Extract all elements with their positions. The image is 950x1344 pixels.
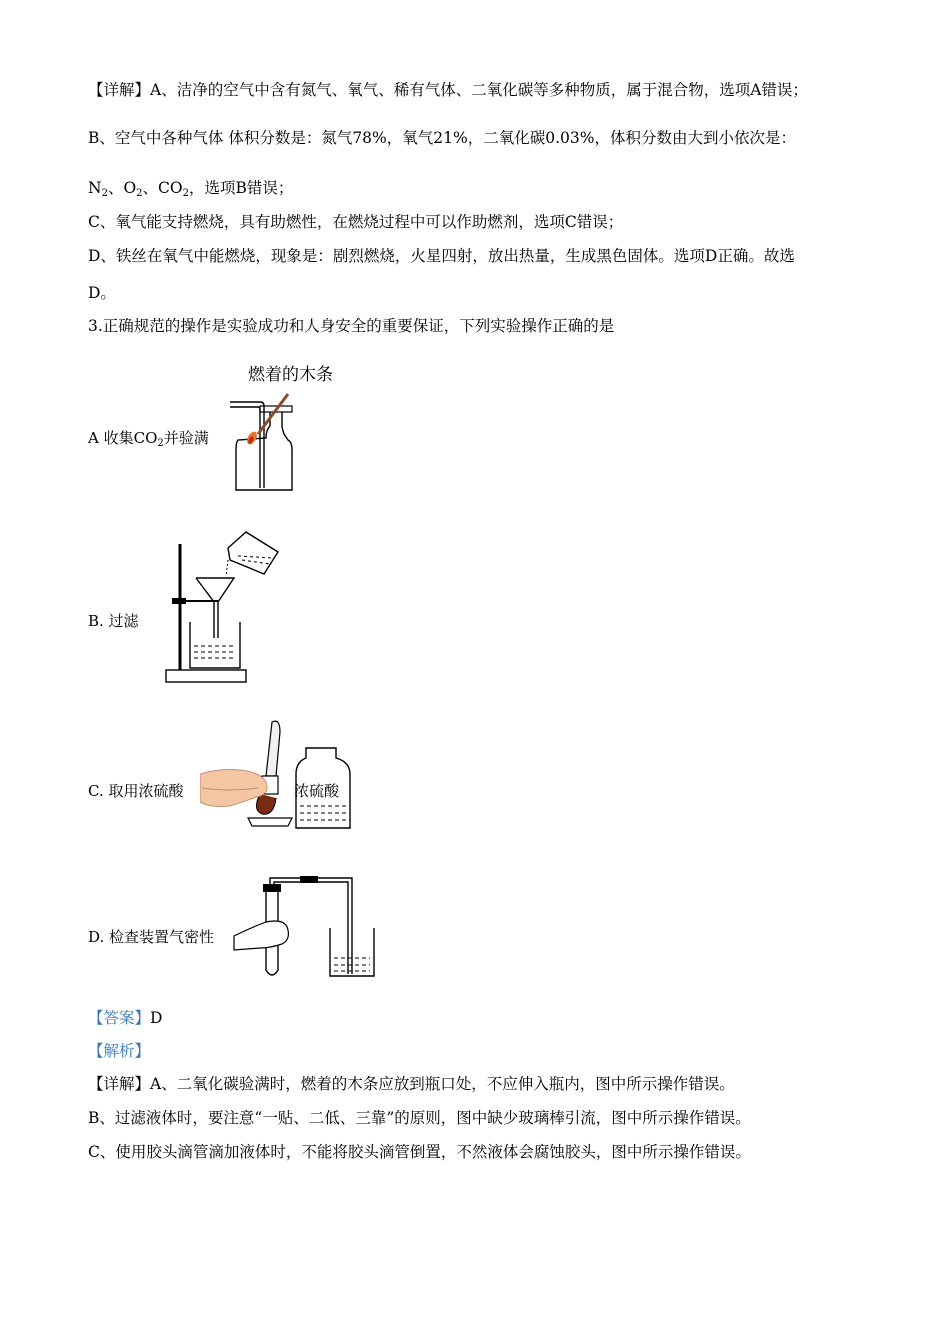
answer-line [88,1008,162,1028]
detail-tag: 【详解】 [88,81,151,99]
acid-bottle-label: 浓硫酸 [294,782,340,800]
paragraph-b-continued: $N_2$、$O_2$、$CO_2$，选项B错误； [88,179,294,199]
paragraph-d-continued: D。 [88,284,116,302]
airtightness-apparatus-icon [230,870,380,985]
question-3: 3.正确规范的操作是实验成功和人身安全的重要保证，下列实验操作正确的是 [88,317,615,335]
option-a: A 收集$CO_2$并验满 [88,429,209,449]
figure-a [230,358,350,498]
filtration-apparatus-icon [160,530,290,690]
figure-d [230,870,380,985]
option-d: D. 检查装置气密性 [88,928,215,946]
detail-text: A、洁净的空气中含有氮气、氧气、稀有气体、二氧化碳等多种物质，属于混合物，选项A错误； [150,81,808,99]
figure-c [200,718,360,838]
figure-b [160,530,290,690]
detail-line-b: B、过滤液体时，要注意“一贴、二低、三靠”的原则，图中缺少玻璃棒引流，图中所示操作错误。 [88,1109,751,1127]
detail-line-a: 【详解】A、二氧化碳验满时，燃着的木条应放到瓶口处，不应伸入瓶内，图中所示操作错误。 [88,1075,735,1093]
dropper-hand-icon [200,718,360,838]
gas-bottle-icon [230,358,350,498]
answer-tag: 【答案】 [88,1009,151,1027]
option-b: B. 过滤 [88,612,139,630]
answer-value: D [150,1009,163,1027]
analysis-tag: 【解析】 [88,1042,151,1060]
figure-a-caption: 燃着的木条 [248,365,333,385]
paragraph-c: C、氧气能支持燃烧，具有助燃性，在燃烧过程中可以作助燃剂，选项C错误； [88,213,624,231]
detail-line-c: C、使用胶头滴管滴加液体时，不能将胶头滴管倒置，不然液体会腐蚀胶头，图中所示操作错误。 [88,1143,751,1161]
detail-paragraph-a [88,80,808,100]
paragraph-b: B、空气中各种气体 体积分数是：氮气78%，氧气21%，二氧化碳0.03%，体积分数由大到小依次是： [88,129,796,147]
option-c: C. 取用浓硫酸 [88,782,184,800]
paragraph-d: D、铁丝在氧气中能燃烧，现象是：剧烈燃烧，火星四射，放出热量，生成黑色固体。选项D正确。故选 [88,247,795,265]
detail-tag: 【详解】 [88,1075,151,1093]
